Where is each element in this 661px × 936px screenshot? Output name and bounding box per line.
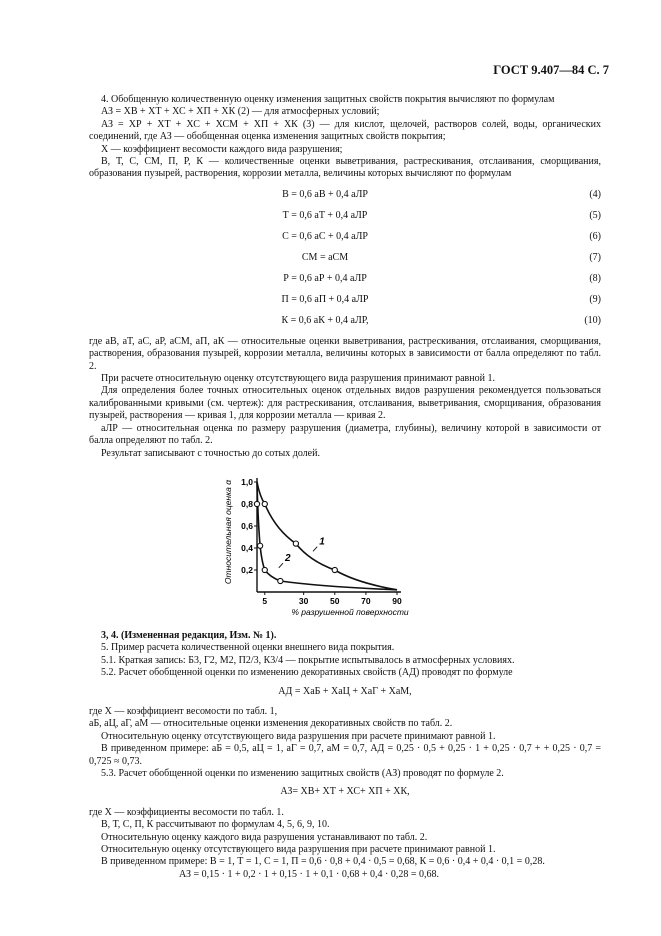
equation-number: (7) [589,251,601,263]
chart-marker [262,501,267,506]
chart-marker [254,501,259,506]
chart-x-tick-label: 5 [262,595,268,606]
equation-number: (8) [589,272,601,284]
chart-marker [293,541,298,546]
chart-marker [278,578,283,583]
chart-y-tick-label: 0,8 [241,498,253,509]
paragraph-calibration: Для определения более точных относительных оценок отдельных видов разрушения рекомендуется пользоваться калиброванными кривыми (см. чертеж): для растрескивания, отслаивания, выветривания, сморщивания, образования пузырей, растворения — кривая 1, для коррозии металла — кривая 2. [89,385,601,422]
chart-series-pointer [279,563,283,568]
chart-y-tick-label: 0,6 [241,520,253,531]
chart-curve-1 [257,482,397,590]
paragraph-intro: 4. Обобщенную количественную оценку изменения защитных свойств покрытия вычисляют по формулам [101,94,555,105]
chart-x-tick-label: 90 [392,595,402,606]
chart-marker [258,543,263,548]
chart-svg [217,464,437,622]
chart-x-ticks [262,592,402,606]
paragraph-table2: Относительную оценку каждого вида разрушения устанавливают по табл. 2. [101,831,428,843]
calibration-chart [89,464,601,624]
chart-markers [254,501,337,583]
document-body [89,94,601,881]
chart-y-tick-label: 0,2 [241,564,253,575]
paragraph-az-calc: 5.3. Расчет обобщенной оценки по изменению защитных свойств (АЗ) проводят по формуле 2. [101,767,504,779]
paragraph-short-record: 5.1. Краткая запись: Б3, Г2, М2, П2/3, К3/4 — покрытие испытывалось в атмосферных условиях. [101,654,515,666]
chart-marker [332,567,337,572]
paragraph-alr: аЛР — относительная оценка по размеру разрушения (диаметра, глубины), величину которой в зависимости от балла определяют по табл. 2. [89,422,601,447]
equation-6 [89,227,601,248]
chart-x-tick-label: 30 [298,595,309,606]
paragraph-absent-damage-3: Относительную оценку отсутствующего вида разрушения при расчете принимают равной 1. [101,844,496,855]
chart-curve-2 [257,482,397,590]
paragraph-precision: Результат записывают с точностью до сотых долей. [101,447,320,459]
equation-4 [89,185,601,206]
equation-formula: В = 0,6 аВ + 0,4 аЛР [282,188,368,200]
paragraph-x-table1: где Х — коэффициент весомости по табл. 1, [89,705,278,717]
paragraph-az-example: В приведенном примере: В = 1, Т = 1, С = 1, П = 0,6 · 0,8 + 0,4 · 0,5 = 0,68, К = 0,6 · 0,4 + 0,4 · 0,1 = 0,28. [101,856,545,868]
chart-x-tick-label: 70 [361,595,371,606]
equation-formula: П = 0,6 аП + 0,4 аЛР [281,293,369,305]
paragraph-x-coefficients: где Х — коэффициенты весомости по табл. 1. [89,806,284,818]
equation-formula: С = 0,6 аС + 0,4 аЛР [282,230,368,242]
chart-series-pointer [313,547,317,552]
formula-ad: АД = ХаБ + ХаЦ + ХаГ + ХаМ, [278,685,412,697]
equation-9 [89,290,601,311]
paragraph-ad-example: В приведенном примере: аБ = 0,5, аЦ = 1, аГ = 0,7, аМ = 0,7, АД = 0,25 · 0,5 + 0,25 · 1 + 0,25 · 0,7 + + 0,25 · 0,7 = 0,725 ≈ 0,73. [89,743,601,767]
paragraph-absent-damage-2: Относительную оценку отсутствующего вида разрушения при расчете принимают равной 1. [101,730,496,742]
paragraph-decorative-estimates: аБ, аЦ, аГ, аМ — относительные оценки изменения декоративных свойств по табл. 2. [89,718,453,730]
equation-formula: СМ = аСМ [301,251,349,263]
paragraph-ad-calc: 5.2. Расчет обобщенной оценки по изменению декоративных свойств (АД) проводят по формуле [101,667,513,679]
equation-formula: К = 0,6 аК + 0,4 аЛР, [281,314,369,326]
equation-number: (6) [589,230,601,242]
paragraph-edition-note [89,630,601,642]
paragraph-formula-2: АЗ = ХВ + ХТ + ХС + ХП + ХК (2) — для атмосферных условий; [101,106,380,118]
chart-y-ticks [241,477,257,575]
paragraph-absent-damage: При расчете относительную оценку отсутствующего вида разрушения принимают равной 1. [101,373,495,385]
page-header: ГОСТ 9.407—84 С. 7 [493,63,609,77]
paragraph-az-result: АЗ = 0,15 · 1 + 0,2 · 1 + 0,15 · 1 + 0,1 · 0,68 + 0,4 · 0,28 = 0,68. [179,868,439,880]
chart-x-tick-label: 50 [330,595,340,606]
paragraph-formula-3: АЗ = ХР + ХТ + ХС + ХСМ + ХП + ХК (3) — для кислот, щелочей, растворов солей, воды, органических соединений, где АЗ — обобщенная оценка изменения защитных свойств покрытия; [89,118,601,143]
chart-series-label: 1 [319,536,325,548]
paragraph-relative-estimates: где аВ, аТ, аС, аР, аСМ, аП, аК — относительные оценки выветривания, растрескивания, отслаивания, сморщивания, растворения, образования пузырей, коррозии металла, величины которых в зависимости от балла определяют по табл. 2. [89,335,601,372]
chart-y-tick-label: 1,0 [241,476,253,487]
equation-number: (10) [584,314,601,326]
equation-number: (5) [589,209,601,221]
paragraph-estimates: В, Т, С, СМ, П, Р, К — количественные оценки выветривания, растрескивания, отслаивания, сморщивания, образования пузырей, растворения, коррозии металла, величины которых вычисляют по формулам [89,156,601,180]
chart-marker [262,567,267,572]
chart-curves [257,482,397,590]
formula-az: АЗ= ХВ+ ХТ + ХС+ ХП + ХК, [280,786,410,798]
equation-10 [89,311,601,332]
equation-8 [89,269,601,290]
edition-note: 3, 4. (Измененная редакция, Изм. № 1). [101,629,277,641]
equation-formula: Т = 0,6 аТ + 0,4 аЛР [282,209,368,221]
paragraph-x-definition: Х — коэффициент весомости каждого вида разрушения; [101,143,343,155]
chart-y-tick-label: 0,4 [241,542,253,553]
chart-x-axis-label: % разрушенной поверхности [291,606,409,617]
chart-axes [257,478,401,592]
equation-number: (4) [589,188,601,200]
paragraph-example: 5. Пример расчета количественной оценки внешнего вида покрытия. [101,642,395,654]
chart-y-axis-label: Относительная оценка α [223,479,233,584]
equation-7 [89,248,601,269]
chart-series-label: 2 [285,553,291,565]
paragraph-formulas-ref: В, Т, С, П, К рассчитывают по формулам 4, 5, 6, 9, 10. [101,819,330,831]
equation-number: (9) [589,293,601,305]
equation-5 [89,206,601,227]
equation-formula: Р = 0,6 аР + 0,4 аЛР [283,272,367,284]
